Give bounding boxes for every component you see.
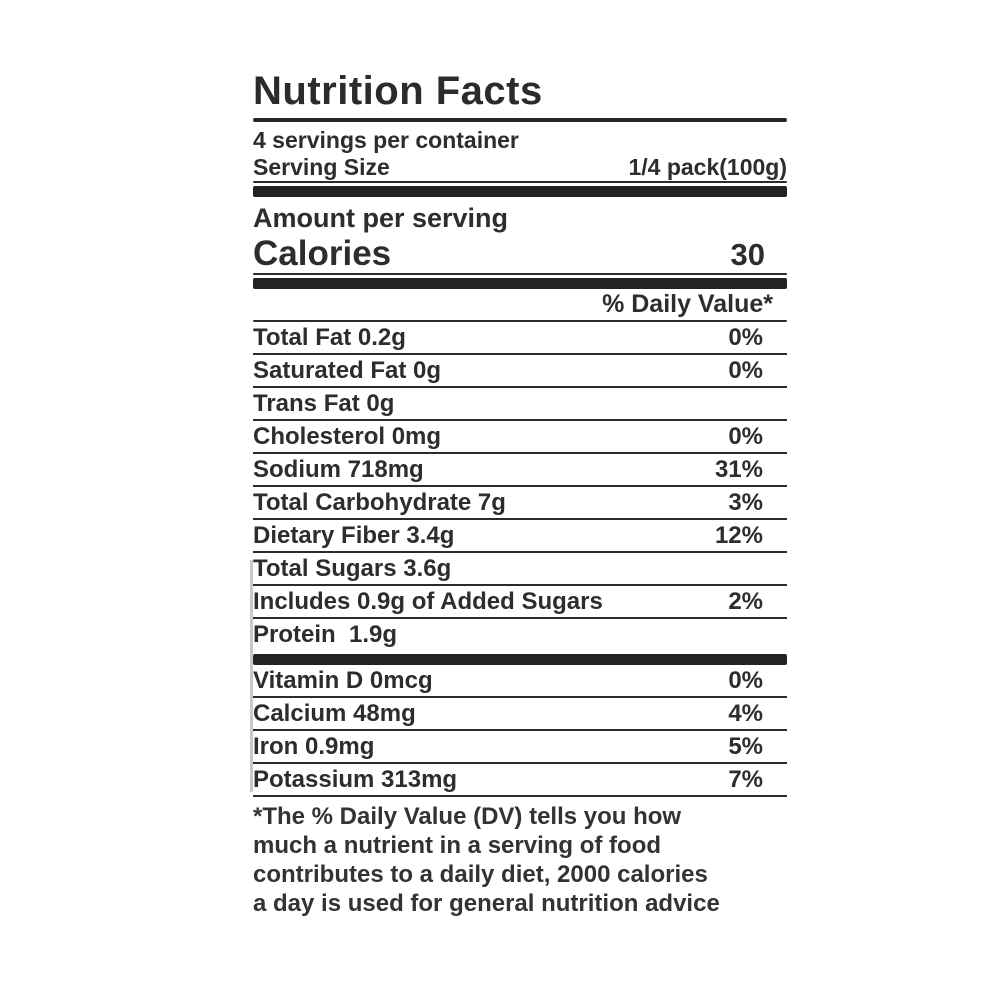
- nutrient-row: [253, 553, 787, 586]
- nutrient-name: Vitamin D 0mcg: [253, 667, 433, 694]
- nutrient-row: [253, 619, 787, 651]
- amount-per-serving: Amount per serving: [253, 203, 509, 233]
- nutrient-name: Dietary Fiber 3.4g: [253, 522, 455, 549]
- nutrient-dv: 5%: [728, 733, 763, 760]
- footnote-line: a day is used for general nutrition advice: [253, 890, 720, 917]
- nutrient-name: Cholesterol 0mg: [253, 423, 442, 450]
- nutrient-row: [253, 355, 787, 388]
- nutrient-dv: 0%: [728, 423, 763, 450]
- nutrient-name: Includes 0.9g of Added Sugars: [253, 588, 603, 615]
- nutrient-name: Total Sugars 3.6g: [253, 555, 452, 582]
- vitamin-row: [253, 764, 787, 797]
- nutrient-dv: 0%: [728, 324, 763, 351]
- scan-artifact-line: [250, 560, 253, 792]
- nutrient-name: Iron 0.9mg: [253, 733, 375, 760]
- servings-per-container: 4 servings per container: [253, 127, 519, 153]
- daily-value-footnote: [253, 802, 787, 918]
- nutrient-dv: 12%: [714, 522, 763, 549]
- nutrient-name: Protein 1.9g: [253, 621, 398, 648]
- nutrient-row: [253, 487, 787, 520]
- nutrient-dv: 0%: [728, 357, 763, 384]
- nutrient-name: Trans Fat 0g: [253, 390, 395, 417]
- label-title: Nutrition Facts: [253, 69, 543, 113]
- nutrient-name: Potassium 313mg: [253, 766, 458, 793]
- divider: [253, 181, 787, 183]
- calories-label: Calories: [253, 234, 392, 273]
- divider: [253, 273, 787, 275]
- vitamin-row: [253, 731, 787, 764]
- nutrient-dv: 3%: [728, 489, 763, 516]
- thick-divider: [253, 654, 787, 665]
- serving-size-label: Serving Size: [253, 154, 390, 180]
- nutrient-name: Saturated Fat 0g: [253, 357, 442, 384]
- nutrient-dv: 31%: [714, 456, 763, 483]
- nutrient-row: [253, 388, 787, 421]
- nutrient-row: [253, 454, 787, 487]
- nutrient-name: Calcium 48mg: [253, 700, 416, 727]
- serving-size-row: [253, 154, 787, 181]
- nutrient-row: [253, 322, 787, 355]
- nutrient-row: [253, 586, 787, 619]
- divider: [253, 118, 787, 122]
- nutrient-name: Sodium 718mg: [253, 456, 424, 483]
- nutrient-dv: 7%: [728, 766, 763, 793]
- nutrient-dv: 0%: [728, 667, 763, 694]
- thick-divider: [253, 278, 787, 289]
- nutrient-dv: 4%: [728, 700, 763, 727]
- footnote-line: *The % Daily Value (DV) tells you how: [253, 803, 682, 830]
- calories-row: [253, 235, 787, 273]
- daily-value-header: % Daily Value*: [602, 290, 773, 318]
- footnote-line: much a nutrient in a serving of food: [253, 832, 662, 859]
- nutrition-facts-label: [253, 68, 787, 918]
- footnote-line: contributes to a daily diet, 2000 calories: [253, 861, 708, 888]
- serving-size-value: 1/4 pack(100g): [628, 154, 787, 180]
- nutrient-row: [253, 520, 787, 553]
- nutrient-row: [253, 421, 787, 454]
- nutrient-name: Total Fat 0.2g: [253, 324, 406, 351]
- calories-value: 30: [730, 237, 765, 272]
- vitamin-row: [253, 665, 787, 698]
- nutrient-dv: 2%: [728, 588, 763, 615]
- thick-divider: [253, 186, 787, 197]
- vitamin-row: [253, 698, 787, 731]
- nutrient-name: Total Carbohydrate 7g: [253, 489, 506, 516]
